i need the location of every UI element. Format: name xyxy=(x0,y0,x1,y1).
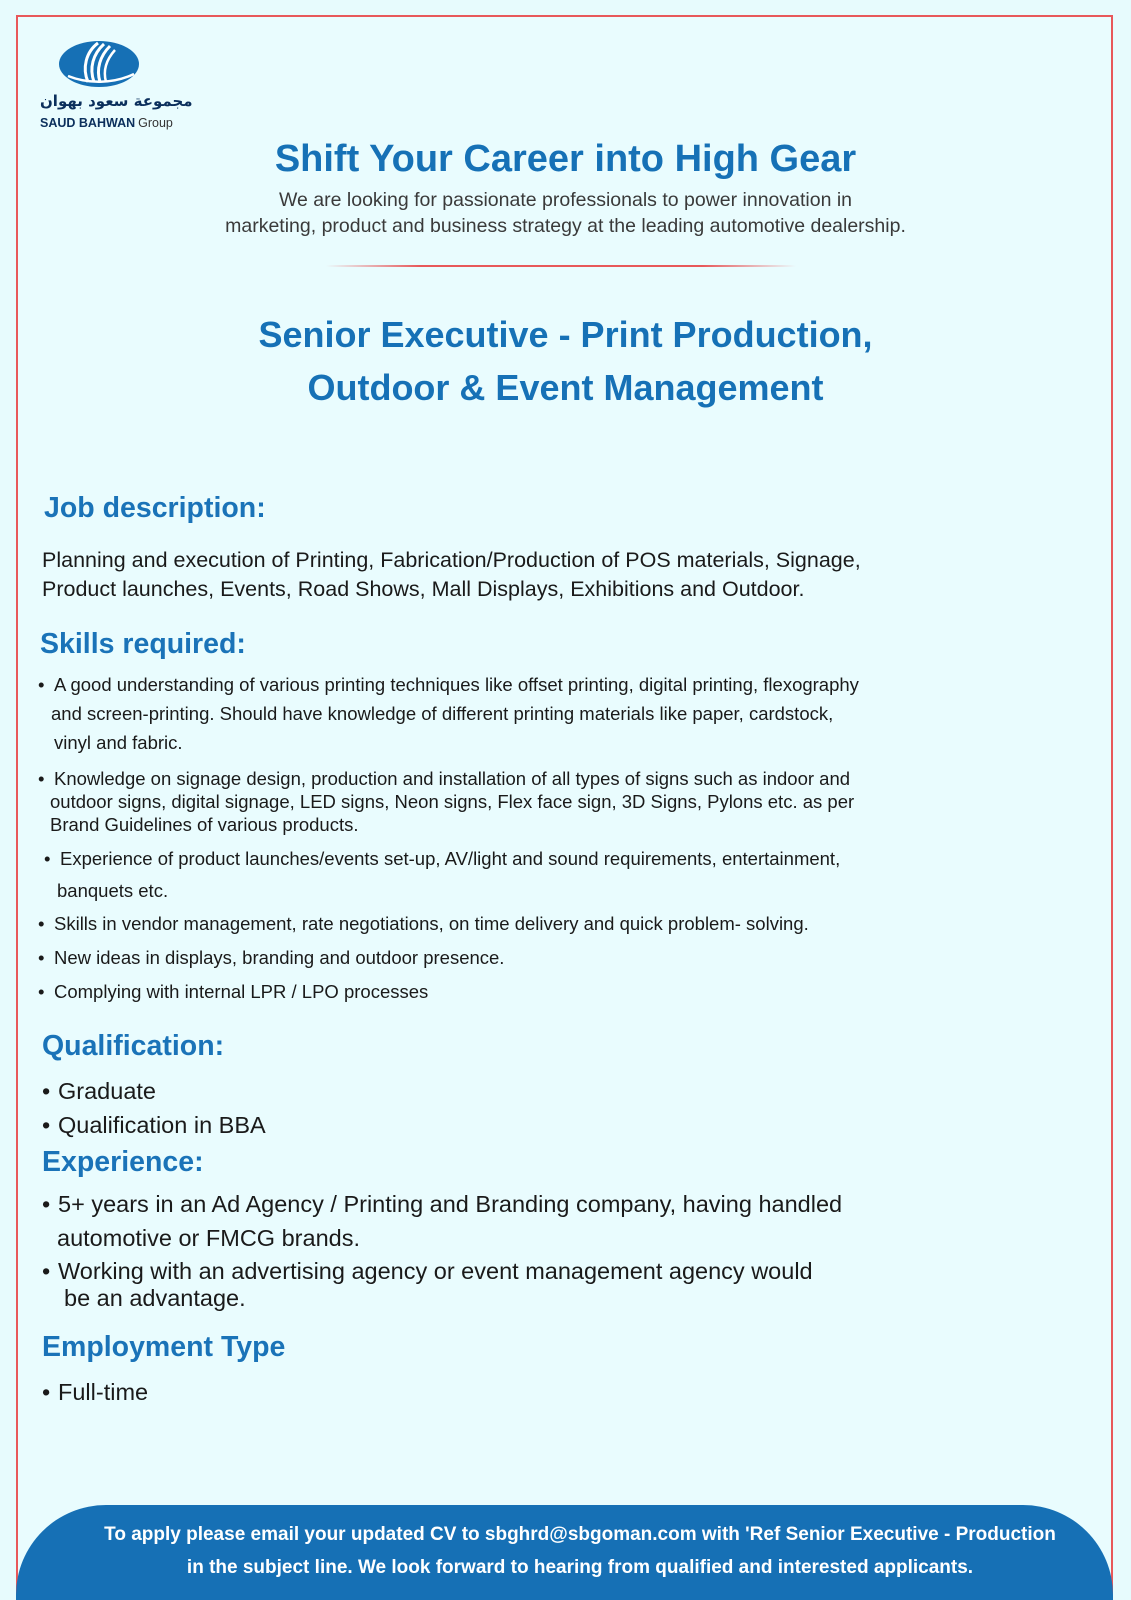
employment-type-heading: Employment Type xyxy=(42,1331,286,1363)
intro-text xyxy=(150,187,981,239)
apply-line: To apply please email your updated CV to sbghrd@sbgoman.com with 'Ref Senior Executive - Production xyxy=(104,1524,1056,1545)
skill-text: and screen-printing. Should have knowledge of different printing materials like paper, cardstock, xyxy=(51,703,834,724)
experience-item: • Working with an advertising agency or event management agency would be an advantage. xyxy=(42,1258,813,1311)
intro-line: We are looking for passionate professionals to power innovation in xyxy=(278,189,853,211)
apply-line: in the subject line. We look forward to hearing from qualified and interested applicants. xyxy=(186,1557,974,1578)
job-title-line: Senior Executive - Print Production, xyxy=(258,314,873,355)
employment-type-value: Full-time xyxy=(58,1379,149,1405)
skills-heading: Skills required: xyxy=(40,628,246,660)
logo-arabic-text: مجموعة سعود بهوان xyxy=(40,92,193,110)
job-description-text xyxy=(42,546,861,604)
skill-item: • New ideas in displays, branding and outdoor presence. xyxy=(38,947,505,968)
skill-text: Experience of product launches/events set-up, AV/light and sound requirements, entertainment, xyxy=(60,848,841,869)
skill-text: New ideas in displays, branding and outdoor presence. xyxy=(54,947,505,968)
experience-item: • 5+ years in an Ad Agency / Printing and Branding company, having handled automotive or FMCG brands. xyxy=(42,1191,843,1251)
skill-item: • Complying with internal LPR / LPO processes xyxy=(38,981,429,1002)
job-description-heading: Job description: xyxy=(44,492,266,524)
skill-text: Skills in vendor management, rate negotiations, on time delivery and quick problem- solving. xyxy=(54,913,809,934)
qualification-list xyxy=(42,1074,266,1142)
divider xyxy=(326,265,796,267)
list-item: • Graduate xyxy=(42,1078,156,1104)
logo-name: SAUD BAHWAN xyxy=(40,116,136,130)
logo-wordmark xyxy=(40,116,173,130)
experience-heading: Experience: xyxy=(42,1146,204,1178)
skill-text: Knowledge on signage design, production and installation of all types of signs such as indoor and xyxy=(54,768,851,789)
experience-text: automotive or FMCG brands. xyxy=(57,1225,360,1251)
skill-text: Brand Guidelines of various products. xyxy=(50,814,359,835)
qualification-heading: Qualification: xyxy=(42,1030,225,1062)
job-title-line: Outdoor & Event Management xyxy=(307,367,824,408)
skill-item: • Knowledge on signage design, production and installation of all types of signs such as indoor and outdoor signs, digital signage, LED signs, Neon signs, Flex face sign, 3D Signs, Pylons etc. as per Brand Guidelines of various products. xyxy=(38,768,855,835)
apply-instructions xyxy=(40,1518,1120,1584)
job-description-line: Planning and execution of Printing, Fabrication/Production of POS materials, Signage, xyxy=(42,548,861,572)
job-title xyxy=(0,308,1131,414)
skill-text: A good understanding of various printing techniques like offset printing, digital printing, flexography xyxy=(54,674,859,695)
logo-group: Group xyxy=(138,116,173,130)
job-description-line: Product launches, Events, Road Shows, Mall Displays, Exhibitions and Outdoor. xyxy=(42,577,805,601)
skill-text: Complying with internal LPR / LPO processes xyxy=(54,981,429,1002)
skill-item: • Skills in vendor management, rate negotiations, on time delivery and quick problem- solving. xyxy=(38,913,809,934)
headline: Shift Your Career into High Gear xyxy=(274,138,857,180)
skill-text: vinyl and fabric. xyxy=(54,732,183,753)
intro-line: marketing, product and business strategy at the leading automotive dealership. xyxy=(225,215,906,237)
skill-item: • Experience of product launches/events set-up, AV/light and sound requirements, entertainment, banquets etc. xyxy=(44,843,840,907)
skill-text: banquets etc. xyxy=(57,880,169,901)
list-item: • Qualification in BBA xyxy=(42,1112,266,1138)
experience-text: Working with an advertising agency or event management agency would xyxy=(58,1258,813,1284)
skill-item: • A good understanding of various printing techniques like offset printing, digital printing, flexography and screen-printing. Should have knowledge of different printing materials like paper, cardstock, vinyl and fabric. xyxy=(38,670,859,757)
experience-text: 5+ years in an Ad Agency / Printing and Branding company, having handled xyxy=(58,1191,843,1217)
experience-text: be an advantage. xyxy=(64,1285,246,1311)
list-item: • Full-time xyxy=(42,1379,149,1405)
skill-text: outdoor signs, digital signage, LED signs, Neon signs, Flex face sign, 3D Signs, Pylons etc. as per xyxy=(50,791,855,812)
